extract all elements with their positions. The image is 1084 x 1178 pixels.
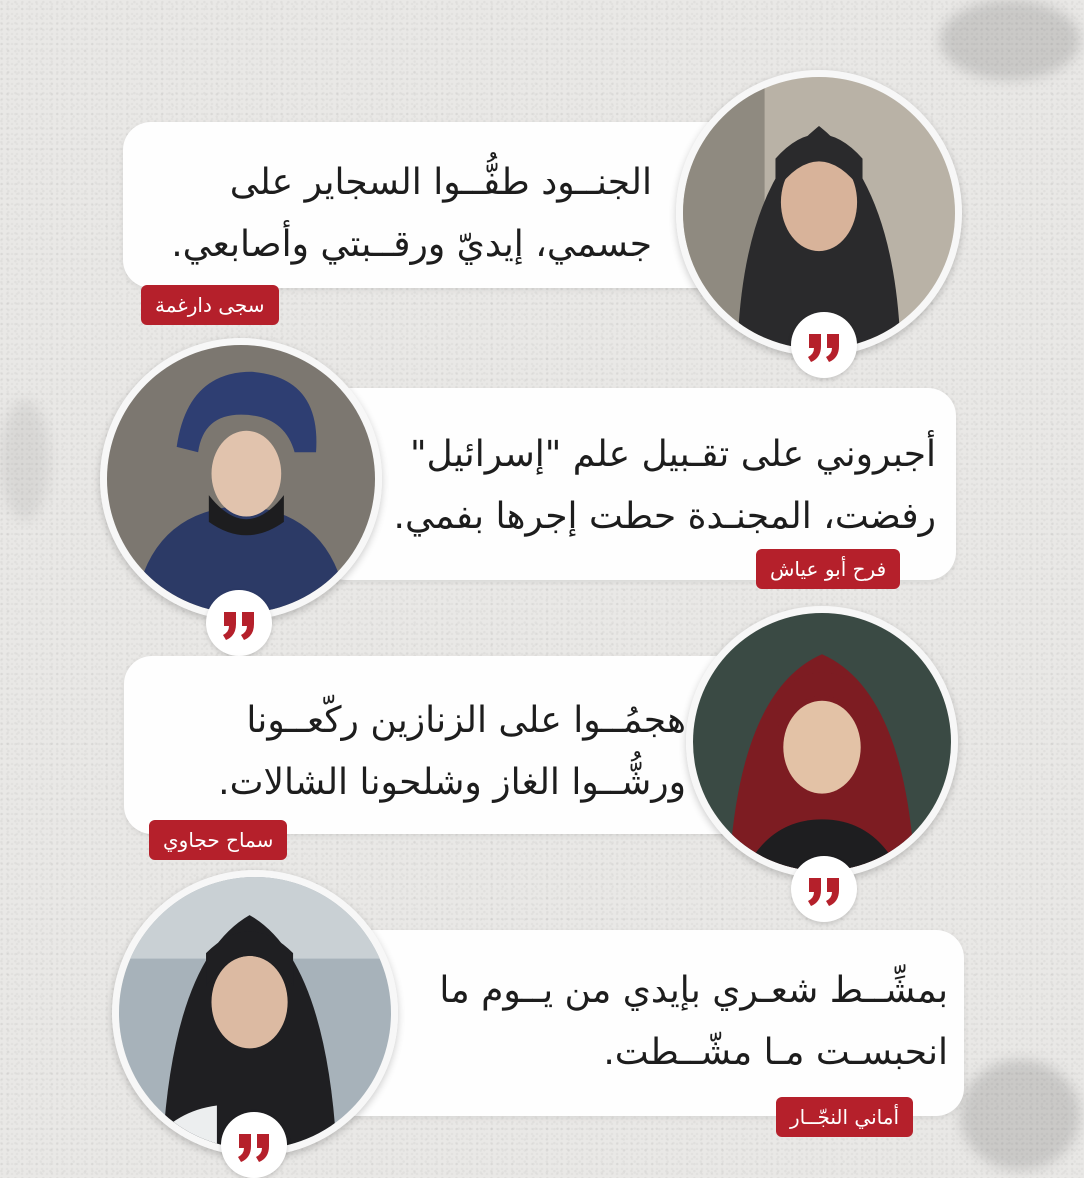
background-stain (960, 1060, 1080, 1170)
name-tag-1: سجى دارغمة (141, 285, 279, 325)
testimony-quote-2 (380, 424, 936, 548)
quote-line: رفضت، المجنـدة حطت إجرها بفمي. (393, 496, 936, 537)
quote-mark-icon (791, 856, 857, 922)
testimony-quote-1 (140, 152, 652, 276)
quote-line: جسمي، إيديّ ورقــبتي وأصابعي. (171, 224, 652, 265)
testimony-quote-4 (400, 960, 948, 1084)
name-tag-4: أماني النجّــار (776, 1097, 913, 1137)
name-tag-2: فرح أبو عياش (756, 549, 900, 589)
quote-line: أجبروني على تقـبيل علم "إسرائيل" (410, 434, 936, 475)
quote-mark-icon (206, 590, 272, 656)
quote-mark-icon (791, 312, 857, 378)
name-tag-3: سماح حجاوي (149, 820, 287, 860)
quote-line: الجنــود طفُّــوا السجاير على (229, 162, 652, 203)
background-stain (940, 0, 1080, 80)
portrait-2 (100, 338, 382, 620)
quote-line: ورشُّــوا الغاز وشلحونا الشالات. (218, 762, 686, 803)
quote-line: بمشِّــط شعـري بإيدي من يــوم ما (439, 970, 948, 1011)
quote-line: هجمُــوا على الزنازين ركّعــونا (246, 700, 686, 741)
quote-line: انحبسـت مـا مشّــطت. (603, 1032, 948, 1073)
portrait-3 (686, 606, 958, 878)
background-stain (0, 400, 50, 520)
testimony-quote-3 (150, 690, 686, 814)
quote-mark-icon (221, 1112, 287, 1178)
